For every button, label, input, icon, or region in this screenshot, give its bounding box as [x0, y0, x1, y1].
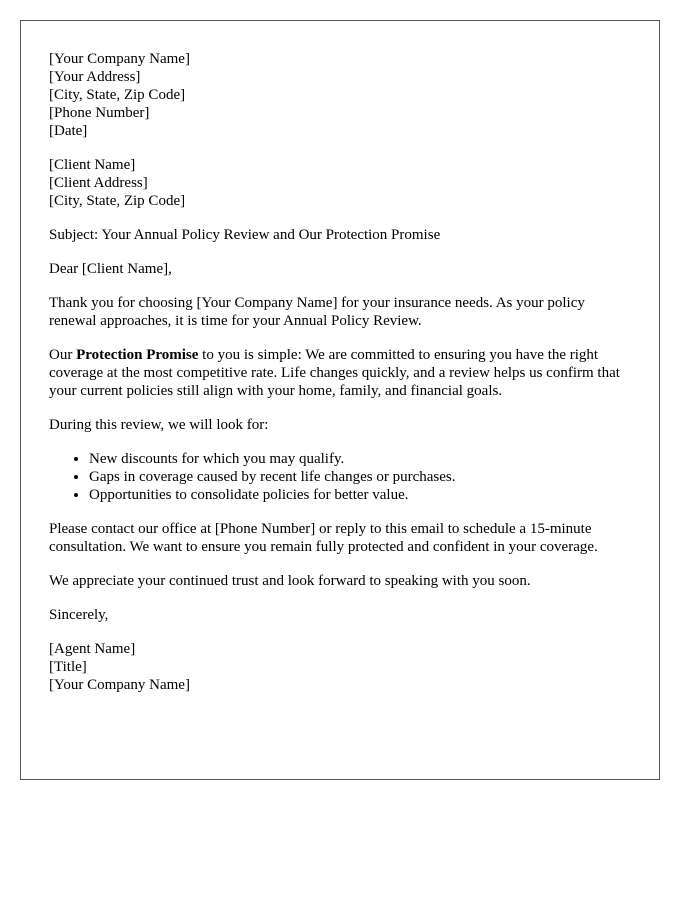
salutation: Dear [Client Name], [49, 261, 172, 277]
protection-promise-emphasis: Protection Promise [76, 347, 199, 363]
subject-line: Subject: Your Annual Policy Review and Our Protection Promise [49, 227, 441, 243]
recipient-city-state-zip: [City, State, Zip Code] [49, 193, 186, 209]
contact-paragraph: Please contact our office at [Phone Number] or reply to this email to schedule a 15-minute consultation. We want to ensure you remain fully protected and confident in your coverage. [49, 521, 598, 555]
signature-block [49, 640, 631, 694]
recipient-name: [Client Name] [49, 157, 136, 173]
review-list [49, 450, 631, 504]
review-intro: During this review, we will look for: [49, 417, 269, 433]
letter-date: [Date] [49, 123, 88, 139]
protection-promise-paragraph [49, 346, 631, 400]
intro-paragraph: Thank you for choosing [Your Company Name] for your insurance needs. As your policy renewal approaches, it is time for your Annual Policy Review. [49, 295, 585, 329]
sender-address: [Your Address] [49, 69, 141, 85]
letter-page [20, 20, 660, 780]
list-item: • New discounts for which you may qualify. [89, 450, 631, 468]
recipient-address: [Client Address] [49, 175, 148, 191]
promise-text-before: Our [49, 347, 77, 363]
sender-company: [Your Company Name] [49, 51, 190, 67]
sender-city-state-zip: [City, State, Zip Code] [49, 87, 186, 103]
promise-text-after: to you is simple: We are committed to ensuring you have the right coverage at the most competitive rate. Life changes quickly, and a review helps us confirm that your current policies still align with your home, family, and financial goals. [49, 347, 620, 399]
appreciation-paragraph: We appreciate your continued trust and look forward to speaking with you soon. [49, 573, 531, 589]
recipient-block [49, 156, 631, 210]
signature-title: [Title] [49, 659, 87, 675]
list-item: • Gaps in coverage caused by recent life changes or purchases. [89, 468, 631, 486]
sender-phone: [Phone Number] [49, 105, 150, 121]
sender-block [49, 50, 631, 140]
signature-name: [Agent Name] [49, 641, 136, 657]
signature-company: [Your Company Name] [49, 677, 190, 693]
closing: Sincerely, [49, 607, 109, 623]
list-item: • Opportunities to consolidate policies for better value. [89, 486, 631, 504]
